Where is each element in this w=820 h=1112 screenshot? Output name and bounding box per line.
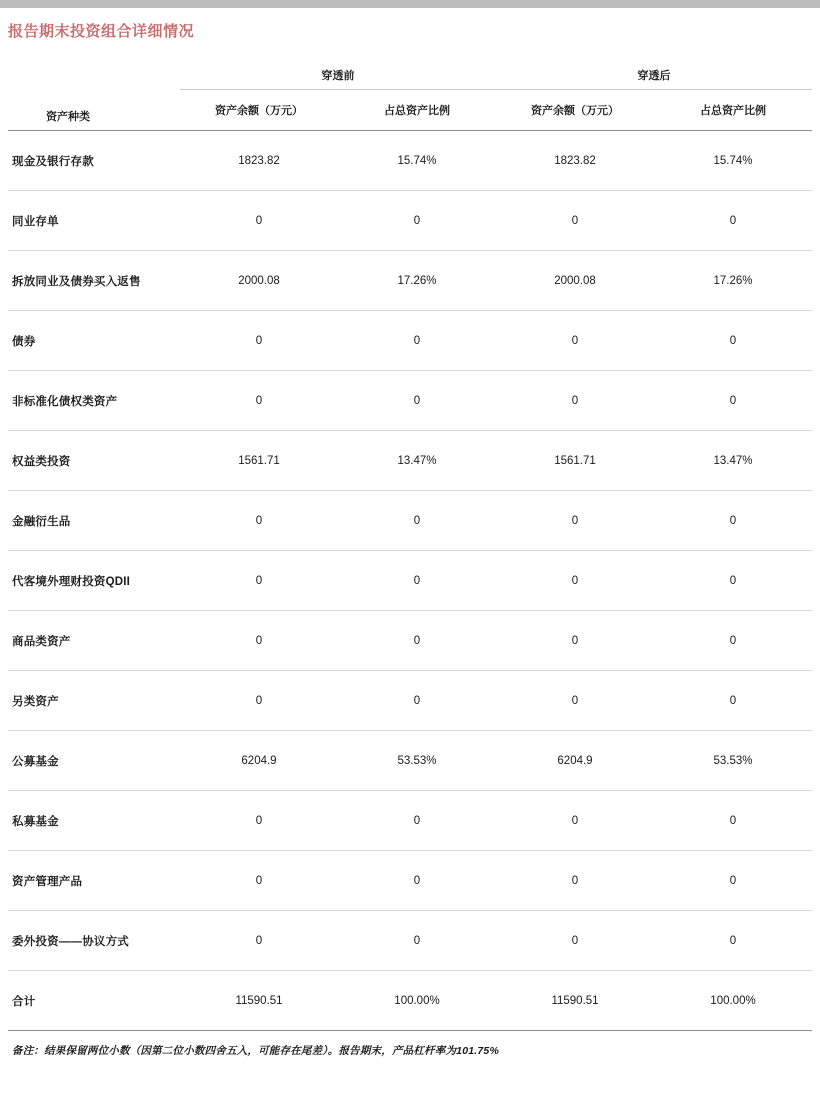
cell-balance-after: 0 — [496, 311, 654, 371]
column-header-asset-kind: 资产种类 — [46, 111, 90, 123]
cell-ratio-after: 15.74% — [654, 131, 812, 191]
table-head — [8, 59, 812, 131]
cell-balance-after: 1561.71 — [496, 431, 654, 491]
cell-ratio-before: 13.47% — [338, 431, 496, 491]
cell-ratio-after: 53.53% — [654, 731, 812, 791]
table-row — [8, 911, 812, 971]
cell-balance-before: 0 — [180, 371, 338, 431]
row-label: 另类资产 — [8, 671, 180, 731]
cell-total-ratio-after: 100.00% — [654, 971, 812, 1031]
top-divider-bar — [0, 0, 820, 8]
table-total-row — [8, 971, 812, 1031]
table-body — [8, 131, 812, 1031]
cell-ratio-before: 0 — [338, 311, 496, 371]
cell-ratio-before: 0 — [338, 911, 496, 971]
table-row — [8, 671, 812, 731]
table-row — [8, 851, 812, 911]
cell-balance-before: 1561.71 — [180, 431, 338, 491]
cell-ratio-after: 0 — [654, 911, 812, 971]
cell-balance-before: 0 — [180, 791, 338, 851]
cell-ratio-before: 15.74% — [338, 131, 496, 191]
row-label: 现金及银行存款 — [8, 131, 180, 191]
row-label: 委外投资——协议方式 — [8, 911, 180, 971]
column-header-balance-after: 资产余额（万元） — [531, 105, 619, 117]
row-label-total: 合计 — [8, 971, 180, 1031]
row-label: 公募基金 — [8, 731, 180, 791]
table-row — [8, 311, 812, 371]
cell-balance-before: 0 — [180, 611, 338, 671]
row-label: 代客境外理财投资QDII — [8, 551, 180, 611]
cell-ratio-after: 0 — [654, 851, 812, 911]
row-label: 同业存单 — [8, 191, 180, 251]
cell-ratio-after: 0 — [654, 191, 812, 251]
portfolio-table — [8, 59, 812, 1031]
cell-balance-after: 1823.82 — [496, 131, 654, 191]
cell-balance-before: 0 — [180, 551, 338, 611]
cell-ratio-before: 0 — [338, 371, 496, 431]
cell-ratio-before: 0 — [338, 491, 496, 551]
cell-balance-after: 0 — [496, 191, 654, 251]
cell-total-ratio-before: 100.00% — [338, 971, 496, 1031]
column-header-ratio-before: 占总资产比例 — [384, 105, 450, 117]
cell-ratio-before: 17.26% — [338, 251, 496, 311]
cell-ratio-before: 0 — [338, 791, 496, 851]
column-header-balance-before: 资产余额（万元） — [215, 105, 303, 117]
table-footnote: 备注：结果保留两位小数（因第二位小数四舍五入，可能存在尾差）。报告期末，产品杠杆率为101.75% — [12, 1045, 499, 1057]
cell-balance-after: 0 — [496, 671, 654, 731]
cell-ratio-before: 0 — [338, 191, 496, 251]
cell-ratio-after: 0 — [654, 491, 812, 551]
row-label: 金融衍生品 — [8, 491, 180, 551]
cell-balance-after: 2000.08 — [496, 251, 654, 311]
cell-balance-before: 2000.08 — [180, 251, 338, 311]
cell-balance-before: 6204.9 — [180, 731, 338, 791]
row-label: 资产管理产品 — [8, 851, 180, 911]
row-label: 权益类投资 — [8, 431, 180, 491]
cell-ratio-before: 53.53% — [338, 731, 496, 791]
cell-ratio-after: 0 — [654, 671, 812, 731]
cell-balance-before: 1823.82 — [180, 131, 338, 191]
cell-ratio-after: 0 — [654, 611, 812, 671]
cell-balance-before: 0 — [180, 311, 338, 371]
row-label: 私募基金 — [8, 791, 180, 851]
cell-total-balance-before: 11590.51 — [180, 971, 338, 1031]
row-label: 商品类资产 — [8, 611, 180, 671]
cell-ratio-after: 0 — [654, 551, 812, 611]
row-label: 非标准化债权类资产 — [8, 371, 180, 431]
table-row — [8, 551, 812, 611]
cell-ratio-after: 0 — [654, 371, 812, 431]
cell-balance-after: 0 — [496, 371, 654, 431]
cell-ratio-before: 0 — [338, 671, 496, 731]
cell-balance-after: 0 — [496, 551, 654, 611]
column-group-header-after: 穿透后 — [496, 59, 812, 90]
table-row — [8, 791, 812, 851]
cell-balance-before: 0 — [180, 491, 338, 551]
cell-ratio-after: 17.26% — [654, 251, 812, 311]
cell-balance-before: 0 — [180, 911, 338, 971]
table-row — [8, 251, 812, 311]
table-row — [8, 431, 812, 491]
cell-balance-after: 0 — [496, 491, 654, 551]
cell-balance-after: 0 — [496, 911, 654, 971]
cell-balance-before: 0 — [180, 191, 338, 251]
page-title: 报告期末投资组合详细情况 — [8, 23, 195, 40]
row-label: 债券 — [8, 311, 180, 371]
row-label: 拆放同业及债券买入返售 — [8, 251, 180, 311]
table-row — [8, 611, 812, 671]
cell-balance-after: 0 — [496, 611, 654, 671]
cell-balance-after: 0 — [496, 791, 654, 851]
table-group-header-row — [8, 59, 812, 90]
cell-ratio-after: 0 — [654, 311, 812, 371]
cell-balance-before: 0 — [180, 851, 338, 911]
column-group-header-before: 穿透前 — [180, 59, 496, 90]
cell-ratio-before: 0 — [338, 551, 496, 611]
cell-total-balance-after: 11590.51 — [496, 971, 654, 1031]
table-row — [8, 731, 812, 791]
cell-balance-before: 0 — [180, 671, 338, 731]
table-row — [8, 491, 812, 551]
cell-ratio-after: 0 — [654, 791, 812, 851]
cell-ratio-before: 0 — [338, 611, 496, 671]
cell-ratio-after: 13.47% — [654, 431, 812, 491]
cell-balance-after: 6204.9 — [496, 731, 654, 791]
table-row — [8, 191, 812, 251]
cell-balance-after: 0 — [496, 851, 654, 911]
column-header-ratio-after: 占总资产比例 — [700, 105, 766, 117]
table-row — [8, 131, 812, 191]
table-row — [8, 371, 812, 431]
cell-ratio-before: 0 — [338, 851, 496, 911]
